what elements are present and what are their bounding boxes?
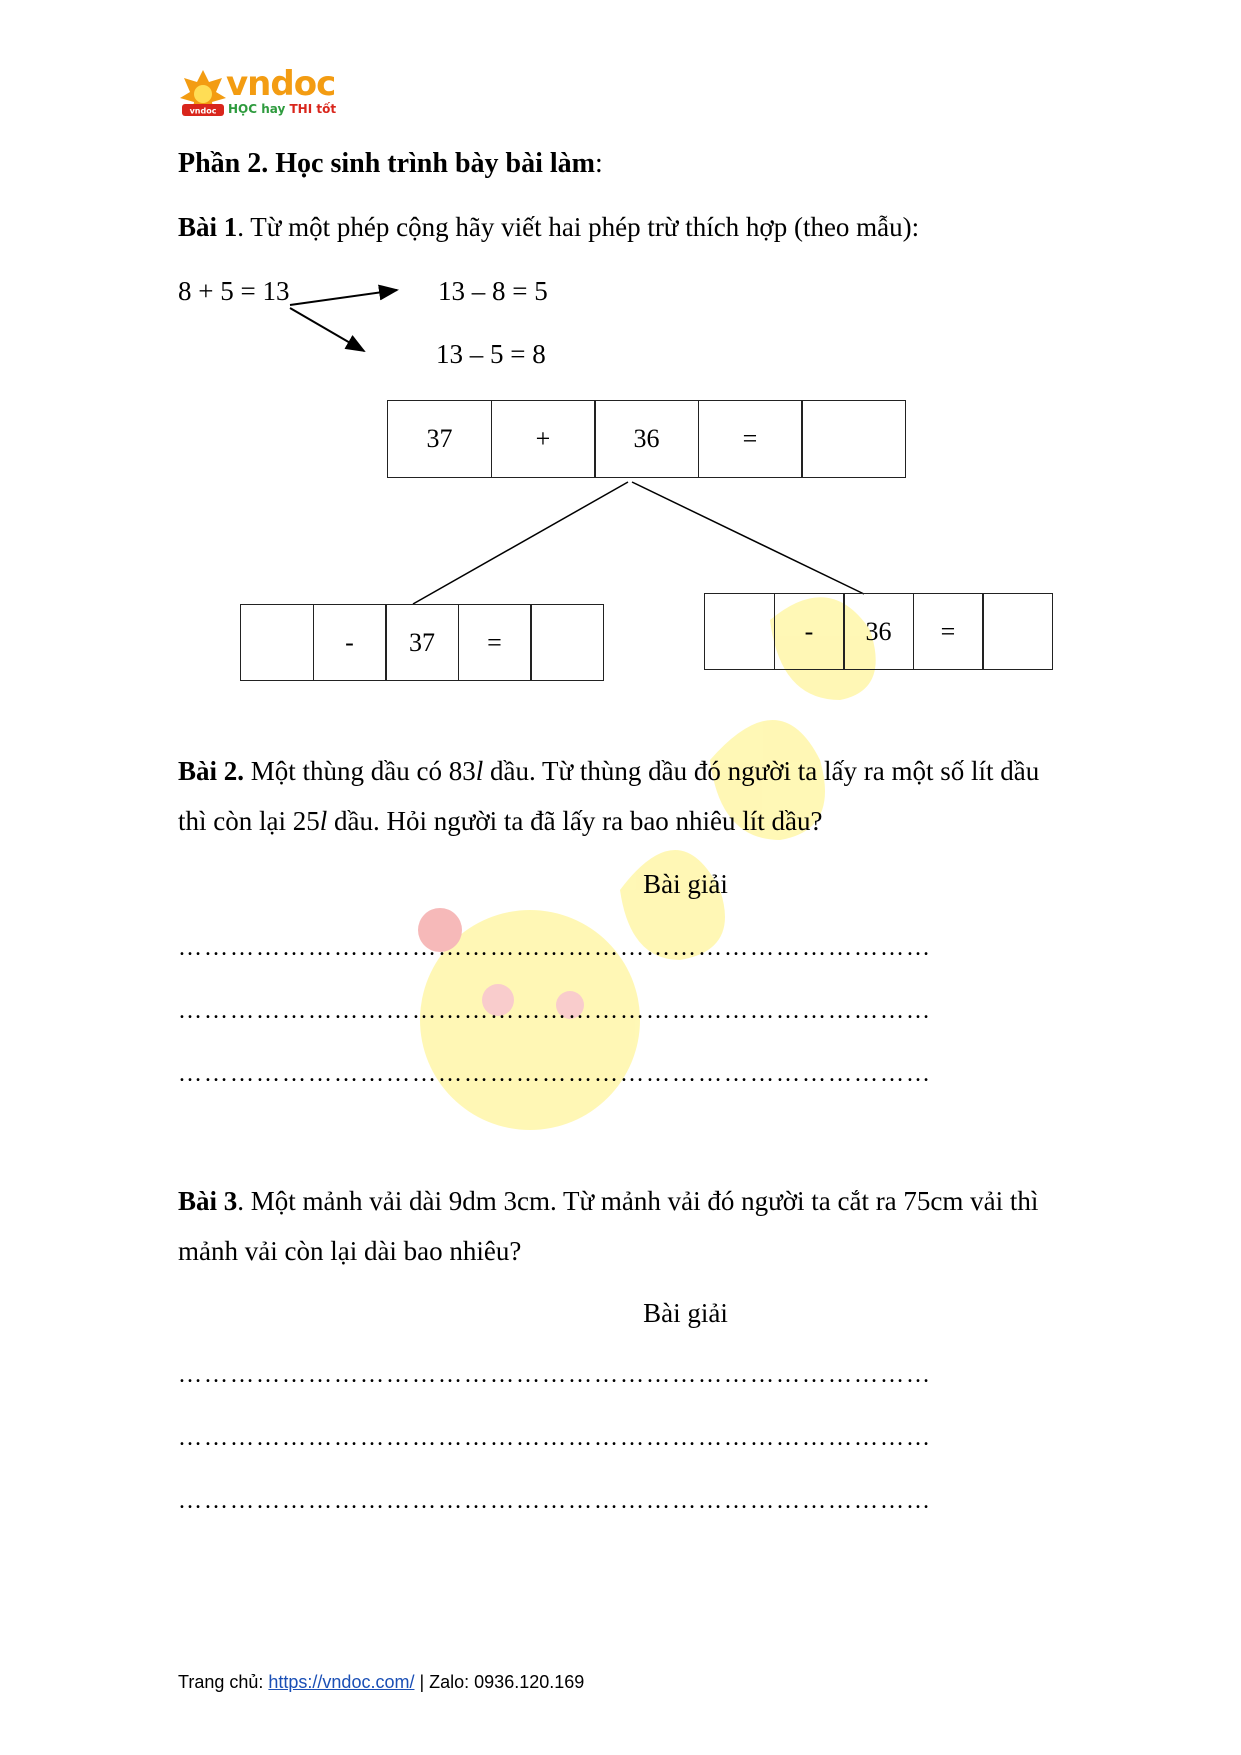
exercise-1-label: Bài 1 [178,212,238,242]
addition-box-row [387,400,906,478]
logo-wordmark: vndoc [226,64,336,104]
answer-line[interactable]: …………………………………………………………………………… [178,1061,932,1087]
box-cell: 37 [387,400,492,478]
vndoc-logo [178,64,337,122]
answer-line[interactable]: …………………………………………………………………………… [178,1362,932,1388]
exercise-3-label: Bài 3 [178,1186,238,1216]
part-number: Phần 2. [178,148,269,179]
example-arrow-2 [290,308,364,351]
footer-contact: | Zalo: 0936.120.169 [414,1672,585,1692]
answer-line[interactable]: …………………………………………………………………………… [178,1488,932,1514]
solution-heading: Bài giải [643,1298,728,1328]
exercise-2-line-1: Bài 2. Một thùng dầu có 83l dầu. Từ thùng dầu đó người ta lấy ra một số lít dầu [178,756,1040,786]
subtraction-box-row-left [240,604,604,681]
footer-home-label: Trang chủ: [178,1672,269,1692]
answer-line[interactable]: …………………………………………………………………………… [178,998,932,1024]
exercise-1-prompt: Bài 1. Từ một phép cộng hãy viết hai phép trừ thích hợp (theo mẫu): [178,212,920,242]
answer-box[interactable] [530,604,604,681]
logo-mascot-icon [178,68,228,120]
exercise-3-line-1: Bài 3. Một mảnh vải dài 9dm 3cm. Từ mảnh vải đó người ta cắt ra 75cm vải thì [178,1186,1039,1216]
part-title: Học sinh trình bày bài làm [275,148,595,179]
box-cell: = [698,400,803,478]
answer-box[interactable] [704,593,775,670]
answer-box[interactable] [982,593,1053,670]
exercise-2-label: Bài 2. [178,756,245,786]
exercise-3-line-2: mảnh vải còn lại dài bao nhiêu? [178,1236,522,1266]
example-difference-2: 13 – 5 = 8 [436,339,546,369]
answer-line[interactable]: …………………………………………………………………………… [178,1425,932,1451]
logo-tagline: HỌC hay THI tốt [228,102,337,116]
box-cell: + [491,400,596,478]
answer-line[interactable]: …………………………………………………………………………… [178,935,932,961]
subtraction-box-row-right [704,593,1053,670]
example-sum: 8 + 5 = 13 [178,276,290,306]
box-cell: 36 [594,400,699,478]
box-cell: 36 [843,593,914,670]
page-footer [178,1672,584,1693]
box-cell: - [313,604,387,681]
box-cell: = [913,593,984,670]
example-arrow-1 [290,290,397,305]
solution-heading: Bài giải [643,869,728,899]
part-heading: Phần 2. Học sinh trình bày bài làm: [178,148,603,179]
homepage-link[interactable]: https://vndoc.com/ [268,1672,415,1692]
box-cell: 37 [385,604,459,681]
box-cell: = [458,604,532,681]
exercise-2-line-2: thì còn lại 25l dầu. Hỏi người ta đã lấy ra bao nhiêu lít dầu? [178,806,823,836]
answer-box[interactable] [801,400,906,478]
svg-text:vndoc: vndoc [189,106,217,116]
box-cell: - [774,593,845,670]
answer-box[interactable] [240,604,314,681]
example-difference-1: 13 – 8 = 5 [438,276,548,306]
